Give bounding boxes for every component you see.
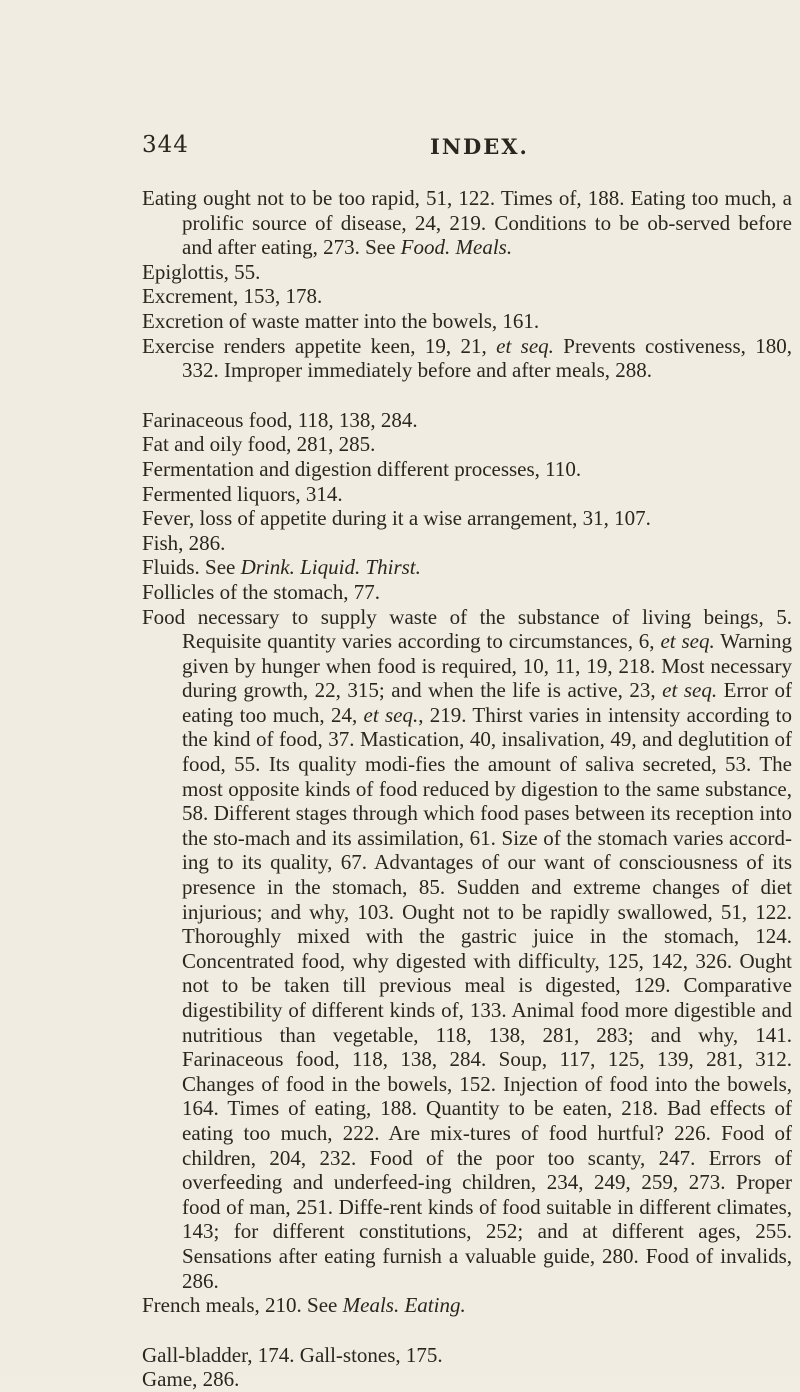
index-entry (142, 457, 792, 482)
entry-text: Excretion of waste matter into the bowels, 161. (142, 308, 540, 333)
entry-text: Warning given by hunger when food is required, 10, 11, 19, 218. Most necessary during growth, 22, 315; and when the life is active, 23, (182, 629, 792, 703)
entry-text: Farinaceous food, 118, 138, 284. (142, 407, 418, 432)
entry-text: French meals, 210. See (142, 1293, 343, 1318)
index-entry (142, 284, 792, 309)
index-entry (142, 531, 792, 556)
entry-text: , 219. Thirst varies in intensity according to the kind of food, 37. Mastication, 40, insalivation, 49, and deglutition of food, 55. Its quality modi-fies the amount of saliva secreted, 53. The most opposite kinds of food reduced by digestion to the same substance, 58. Different stages through which food pases between its reception into the sto-mach and its assimilation, 61. Size of the stomach varies accord-ing to its quality, 67. Advantages of our want of consciousness of its presence in the stomach, 85. Sudden and extreme changes of diet injurious; and why, 103. Ought not to be rapidly swallowed, 51, 122. Thoroughly mixed with the gastric juice in the stomach, 124. Concentrated food, why digested with difficulty, 125, 142, 326. Ought not to be taken till previous meal is digested, 129. Comparative digestibility of different kinds of, 133. Animal food more digestible and nutritious than vegetable, 118, 138, 281, 283; and why, 141. Farinaceous food, 118, 138, 284. Soup, 117, 125, 139, 281, 312. Changes of food in the bowels, 152. Injection of food into the bowels, 164. Times of eating, 188. Quantity to be eaten, 218. Bad effects of eating too much, 222. Are mix-tures of food hurtful? 226. Food of children, 204, 232. Food of the poor too scanty, 247. Errors of overfeeding and underfeed-ing children, 234, 249, 259, 273. Proper food of man, 251. Diffe-rent kinds of food suitable in different climates, 143; for different constitutions, 252; and at different ages, 255. Sensations after eating furnish a valuable guide, 280. Food of invalids, 286. (182, 702, 792, 1293)
index-entry (142, 432, 792, 457)
cross-reference: Eating. (404, 1293, 466, 1318)
entry-text: Fat and oily food, 281, 285. (142, 432, 376, 457)
index-entry (142, 1367, 792, 1392)
entry-text: Gall-bladder, 174. Gall-stones, 175. (142, 1342, 443, 1367)
cross-reference: Thirst. (365, 555, 421, 580)
entry-text: Game, 286. (142, 1367, 240, 1392)
entry-text: Eating ought not to be too rapid, 51, 122. Times of, 188. Eating too much, a prolific source of disease, 24, 219. Conditions to be ob-served before and after eating, 273. See (142, 186, 792, 260)
entry-text: Food necessary to supply waste of the substance of living beings, 5. Requisite quantity varies according to circumstances, 6, (142, 604, 792, 654)
entry-text: Fish, 286. (142, 530, 226, 555)
cross-reference: et seq. (496, 333, 554, 358)
cross-reference: et seq. (660, 629, 715, 654)
cross-reference: Meals. (455, 235, 513, 260)
entry-text: Epiglottis, 55. (142, 259, 261, 284)
entry-text: Fever, loss of appetite during it a wise arrangement, 31, 107. (142, 506, 651, 531)
index-entry (142, 186, 792, 260)
page-header (120, 132, 720, 162)
index-entry (142, 555, 792, 580)
page-number: 344 (142, 132, 189, 158)
index-entry (142, 334, 792, 383)
cross-reference: et seq. (363, 702, 419, 727)
cross-reference: Liquid. (300, 555, 361, 580)
entry-text: Fluids. See (142, 555, 241, 580)
cross-reference: Drink. (240, 555, 295, 580)
running-head: INDEX. (430, 134, 529, 159)
entry-text: Error of eating too much, 24, (182, 678, 792, 727)
index-entry (142, 260, 792, 285)
index-entries (142, 186, 792, 1392)
cross-reference: et seq. (662, 678, 718, 703)
index-entry (142, 580, 792, 605)
index-entry (142, 1343, 792, 1368)
index-entry (142, 605, 792, 1294)
index-entry (142, 1293, 792, 1318)
entry-text: Fermentation and digestion different processes, 110. (142, 456, 582, 481)
index-entry (142, 408, 792, 433)
index-entry (142, 506, 792, 531)
index-entry (142, 309, 792, 334)
cross-reference: Food. (400, 235, 451, 260)
entry-text: Excrement, 153, 178. (142, 284, 323, 309)
cross-reference: Meals. (342, 1293, 400, 1318)
index-entry (142, 482, 792, 507)
entry-text: Follicles of the stomach, 77. (142, 579, 380, 604)
entry-text: Exercise renders appetite keen, 19, 21, (142, 333, 497, 358)
entry-text: Fermented liquors, 314. (142, 481, 343, 506)
entry-text: Prevents costiveness, 180, 332. Improper immediately before and after meals, 288. (182, 333, 792, 383)
